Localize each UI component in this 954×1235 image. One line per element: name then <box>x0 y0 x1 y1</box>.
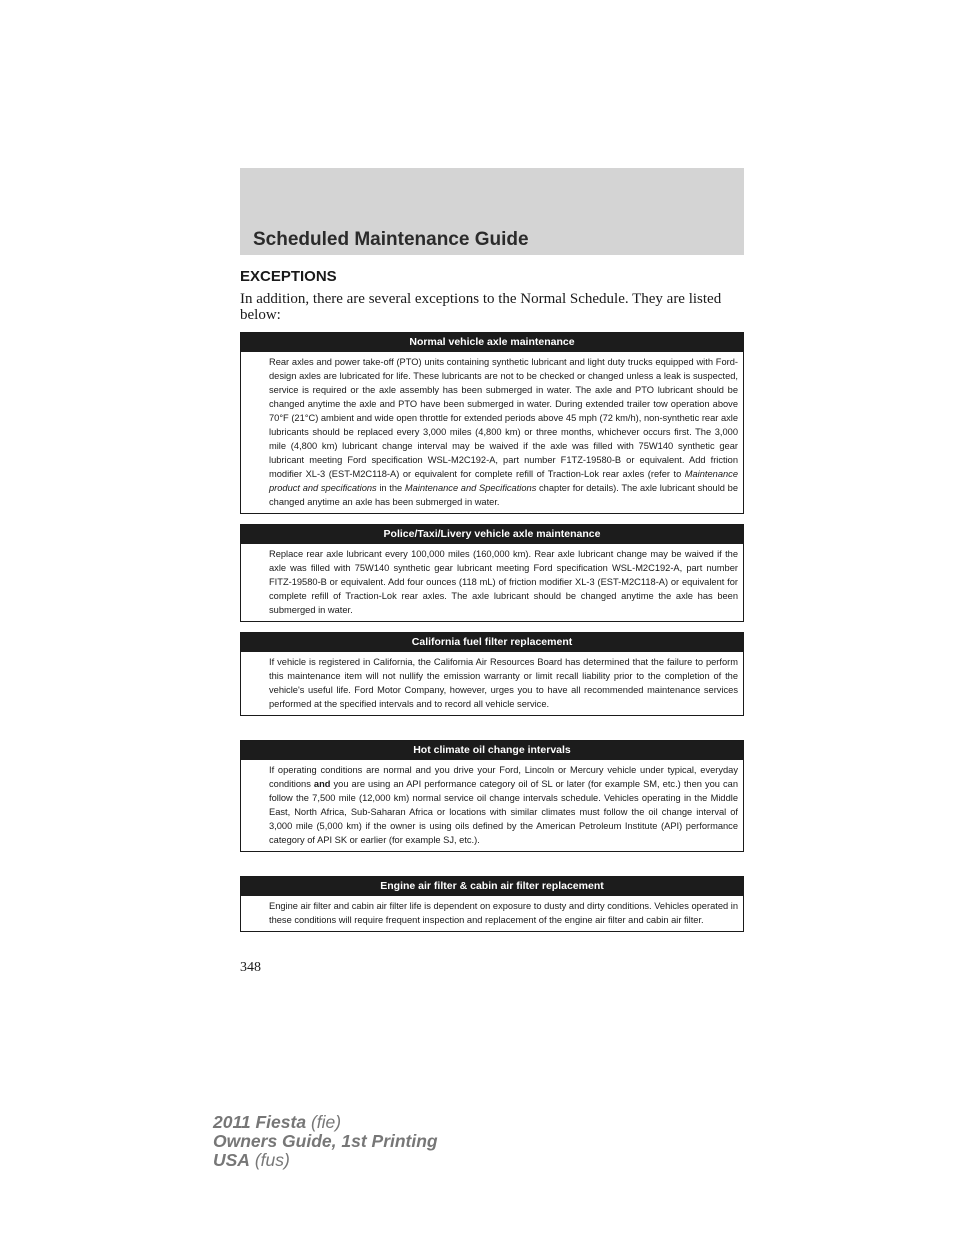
box-body <box>241 760 743 851</box>
page-number: 348 <box>240 960 261 975</box>
box-body <box>241 652 743 715</box>
footer-line-guide: Owners Guide, 1st Printing <box>213 1131 438 1151</box>
exception-box-hot-climate-oil <box>240 740 744 852</box>
footer-line-model: 2011 Fiesta (fie) <box>213 1112 342 1132</box>
box-title: Police/Taxi/Livery vehicle axle maintenance <box>241 525 743 544</box>
exception-box-police-axle <box>240 524 744 622</box>
page-title: Scheduled Maintenance Guide <box>253 229 529 250</box>
box-title: California fuel filter replacement <box>241 633 743 652</box>
exception-box-air-filter <box>240 876 744 932</box>
box-body <box>241 896 743 931</box>
box-text: If operating conditions are normal and you drive your Ford, Lincoln or Mercury vehicle under typical, everyday conditions and you are using an API performance category oil of SL or later (for example SM, etc.) then you can follow the 7,500 mile (12,000 km) normal service oil change intervals schedule. Vehicles operating in the Middle East, North Africa, Sub-Saharan Africa or locations with similar climates must follow the oil change interval of 3,000 mile (5,000 km) if the owner is using oils defined by the American Petroleum Institute (API) performance category of API SK or earlier (for example SJ, etc.). <box>269 765 738 845</box>
box-body <box>241 544 743 621</box>
footer-edition-info <box>213 1113 438 1170</box>
box-title: Hot climate oil change intervals <box>241 741 743 760</box>
box-text: Engine air filter and cabin air filter life is dependent on exposure to dusty and dirty conditions. Vehicles operated in these conditions will require frequent inspection and replacement of the engine air filter and cabin air filter. <box>269 901 738 925</box>
box-text: Rear axles and power take-off (PTO) units containing synthetic lubricant and light duty trucks equipped with Ford-design axles are lubricated for life. These lubricants are not to be checked or changed unless a leak is suspected, service is required or the axle assembly has been submerged in water. The axle and PTO lubricant should be changed anytime the axle and PTO have been submerged in water. During extended trailer tow operation above 70°F (21°C) ambient and wide open throttle for extended periods above 45 mph (72 km/h), non-synthetic rear axle lubricants should be replaced every 3,000 miles (4,800 km) or three months, whichever occurs first. The 3,000 mile (4,800 km) lubricant change interval may be waived if the axle was filled with 75W140 synthetic gear lubricant meeting Ford specification WSL-M2C192-A, part number F1TZ-19580-B or equivalent. Add friction modifier XL-3 (EST-M2C118-A) or equivalent for complete refill of Traction-Lok rear axles (refer to Maintenance product and specifications in the Maintenance and Specifications chapter for details). The axle lubricant should be changed anytime an axle has been submerged in water. <box>269 357 738 507</box>
box-title: Engine air filter & cabin air filter replacement <box>241 877 743 896</box>
exception-box-normal-axle <box>240 332 744 514</box>
box-body <box>241 352 743 513</box>
box-text: Replace rear axle lubricant every 100,000 miles (160,000 km). Rear axle lubricant change may be waived if the axle was filled with 75W140 synthetic gear lubricant meeting Ford specification WSL-M2C192-A, part number FITZ-19580-B or equivalent. Add four ounces (118 mL) of friction modifier XL-3 (EST-M2C118-A) or equivalent for complete refill of Traction-Lok rear axles. The axle lubricant should be changed anytime the axle has been submerged in water. <box>269 549 738 615</box>
box-text: If vehicle is registered in California, the California Air Resources Board has determined that the failure to perform this maintenance item will not nullify the emission warranty or limit recall liability prior to the completion of the vehicle's useful life. Ford Motor Company, however, urges you to have all recommended maintenance services performed at the specified intervals and to record all vehicle service. <box>269 657 738 709</box>
section-heading: EXCEPTIONS <box>240 268 337 285</box>
box-title: Normal vehicle axle maintenance <box>241 333 743 352</box>
exception-box-california-fuel <box>240 632 744 716</box>
footer-line-market: USA (fus) <box>213 1150 290 1170</box>
header-band <box>240 168 744 255</box>
intro-paragraph: In addition, there are several exceptions to the Normal Schedule. They are listed below: <box>240 291 722 323</box>
